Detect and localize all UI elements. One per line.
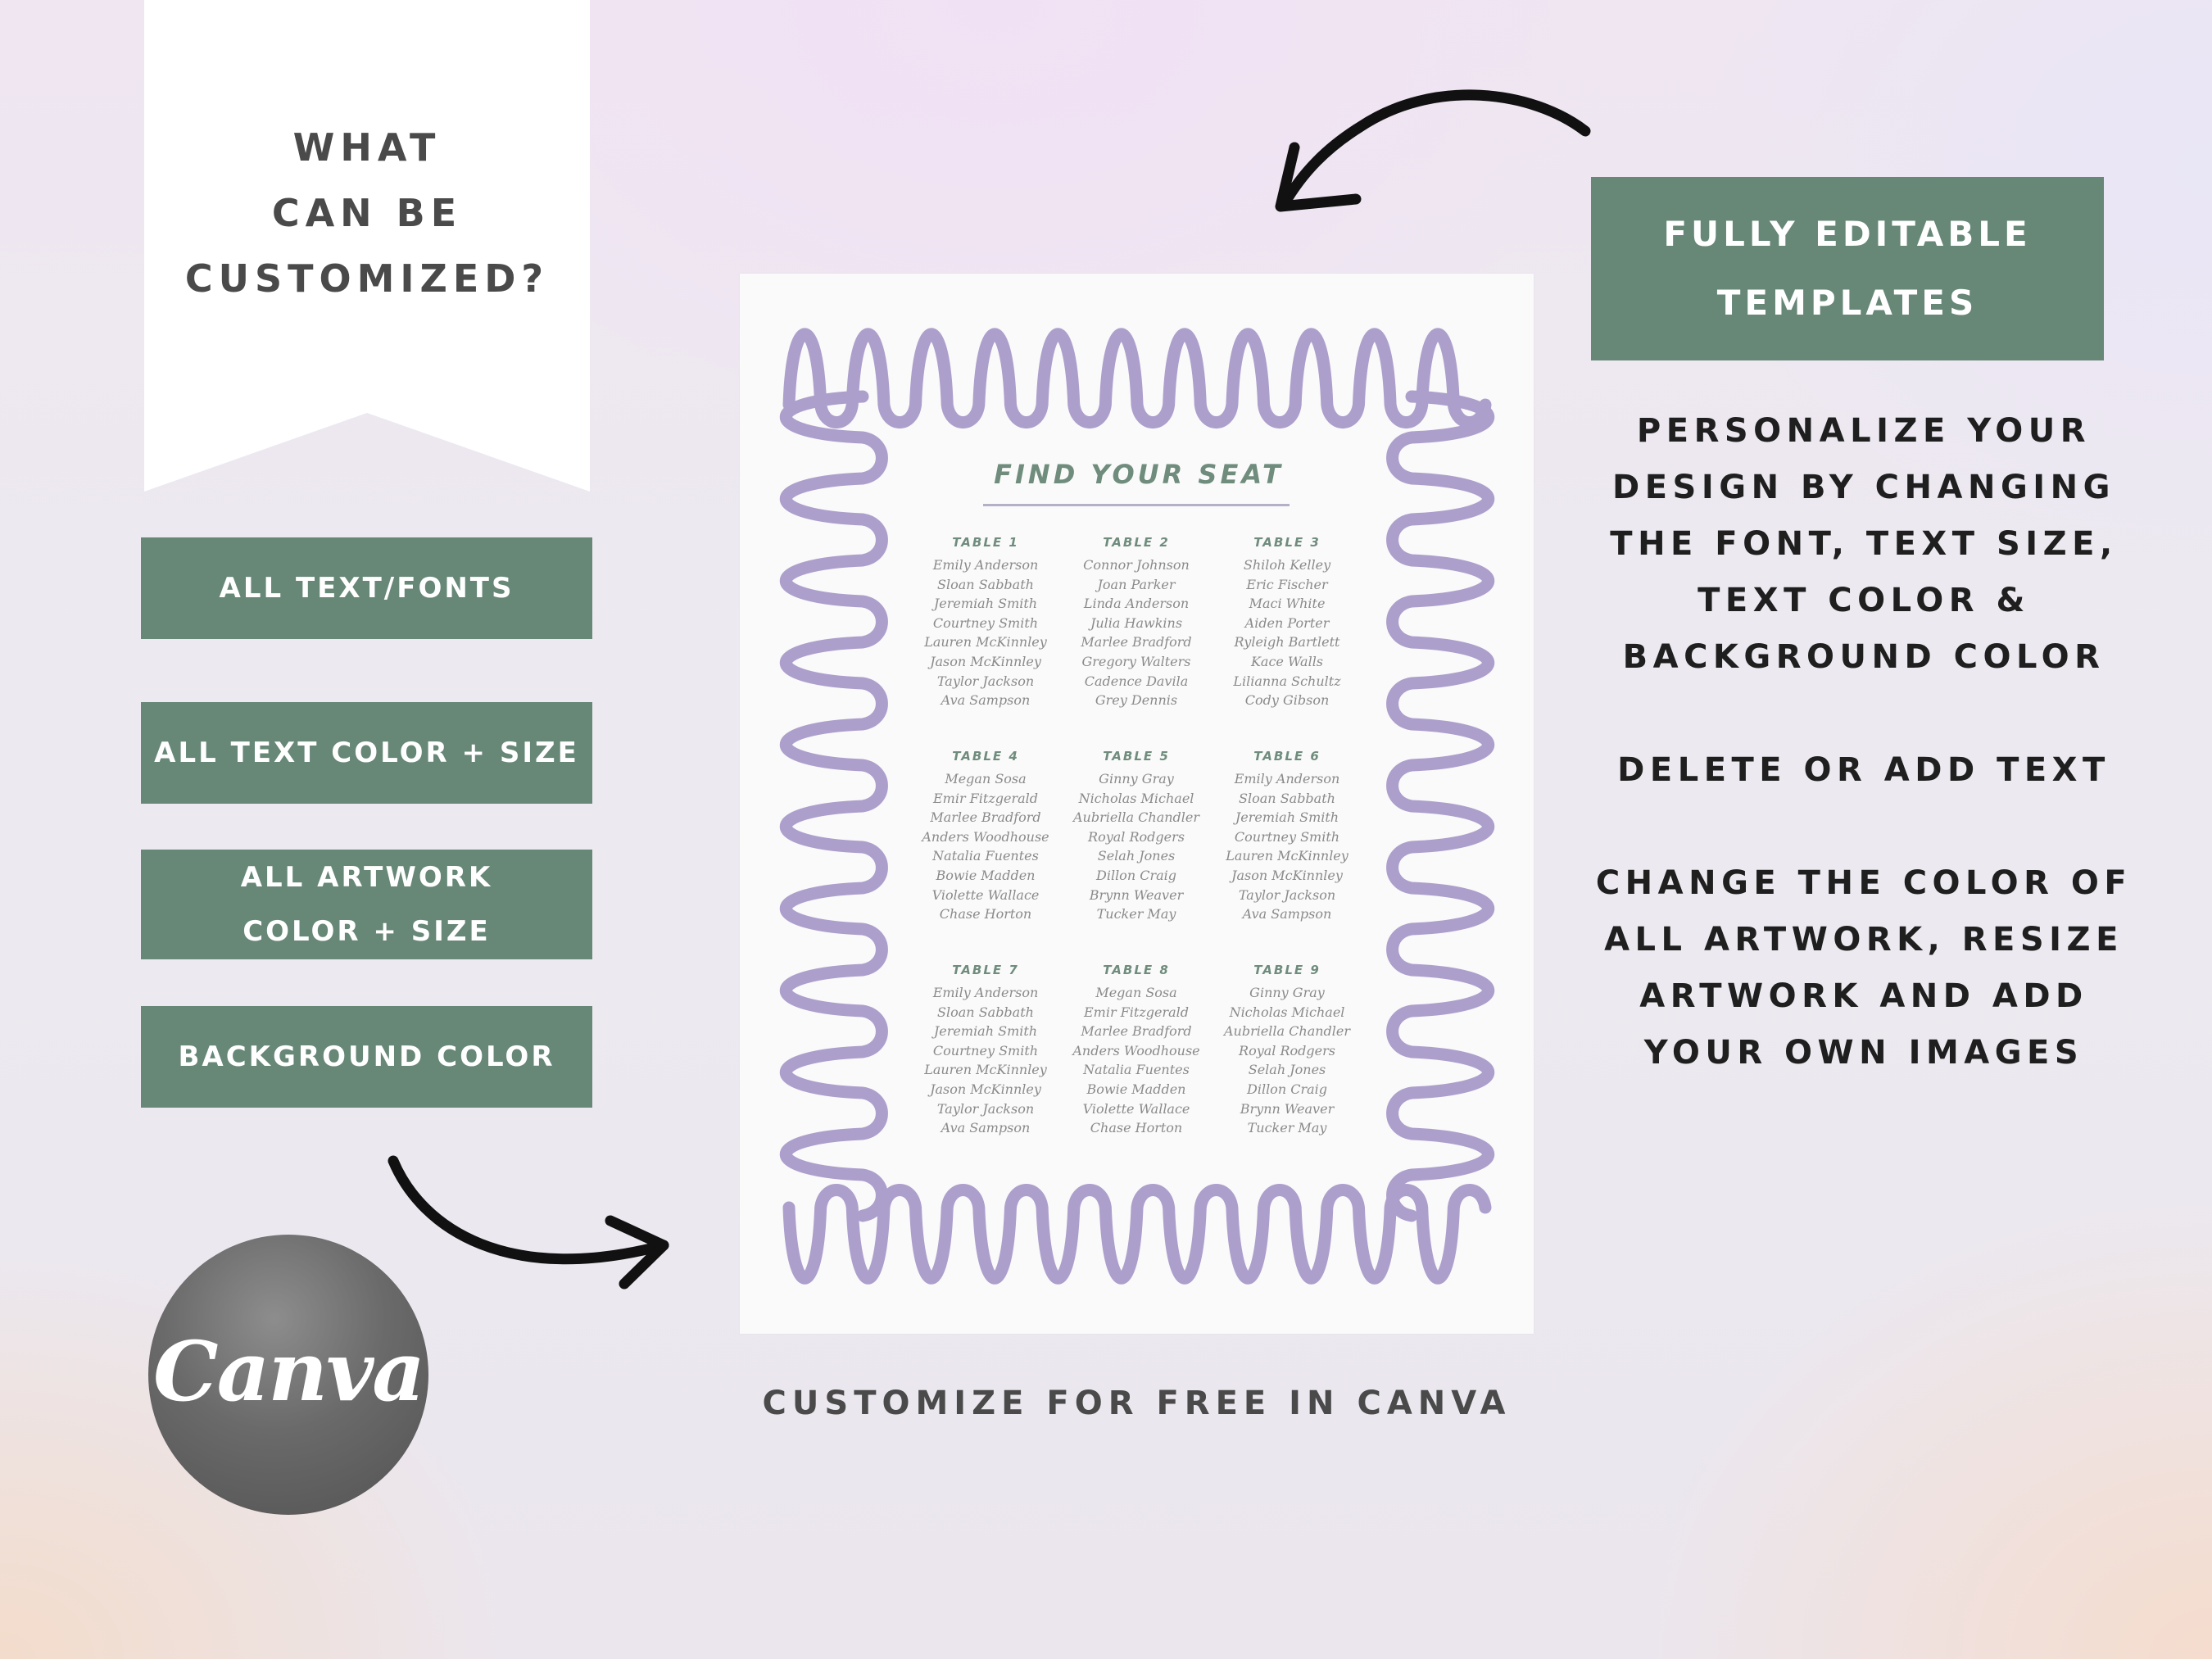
guest-name: Bowie Madden	[936, 867, 1036, 883]
paragraph-line: ALL ARTWORK, RESIZE	[1604, 921, 2124, 959]
guest-name: Courtney Smith	[932, 614, 1039, 631]
squiggle-right-edge	[1393, 397, 1489, 1216]
guest-name: Courtney Smith	[1234, 828, 1340, 845]
table-label: TABLE 9	[1253, 963, 1321, 977]
guest-name: Anders Woodhouse	[922, 828, 1049, 845]
guest-name: Julia Hawkins	[1090, 614, 1183, 631]
guest-name: Royal Rodgers	[1239, 1042, 1335, 1058]
paragraph-line: BACKGROUND COLOR	[1622, 638, 2105, 676]
guest-name: Chase Horton	[1090, 1120, 1183, 1136]
table-label: TABLE 8	[1103, 963, 1170, 977]
arrow-top-icon	[1284, 95, 1585, 205]
guest-name: Sloan Sabbath	[1239, 790, 1335, 806]
guest-name: Eric Fischer	[1246, 576, 1328, 592]
guest-name: Chase Horton	[939, 906, 1032, 922]
delete-add-paragraph	[1581, 742, 2146, 799]
guest-name: Violette Wallace	[1082, 1100, 1190, 1117]
table-label: TABLE 5	[1103, 749, 1170, 764]
guest-name: Lilianna Schultz	[1233, 673, 1341, 689]
squiggle-top-edge	[789, 334, 1485, 423]
paragraph-line: DESIGN BY CHANGING	[1612, 469, 2115, 506]
guest-name: Jeremiah Smith	[933, 596, 1038, 612]
canva-logo	[148, 1235, 428, 1515]
table-label: TABLE 2	[1103, 535, 1170, 550]
paragraph-line: THE FONT, TEXT SIZE,	[1610, 525, 2118, 563]
guest-name: Jeremiah Smith	[933, 1023, 1038, 1040]
guest-name: Kace Walls	[1250, 653, 1324, 669]
paragraph-line: ARTWORK AND ADD	[1639, 977, 2088, 1015]
guest-name: Sloan Sabbath	[937, 1004, 1034, 1020]
guest-name: Emir Fitzgerald	[1083, 1004, 1190, 1020]
feature-label: ALL TEXT/FONTS	[219, 572, 514, 605]
guest-name: Natalia Fuentes	[1083, 1062, 1190, 1078]
guest-name: Ginny Gray	[1249, 985, 1325, 1000]
paragraph-line: YOUR OWN IMAGES	[1643, 1034, 2084, 1072]
feature-label: BACKGROUND COLOR	[178, 1040, 555, 1073]
guest-name: Anders Woodhouse	[1072, 1042, 1200, 1058]
guest-name: Selah Jones	[1097, 848, 1176, 864]
guest-name: Maci White	[1249, 596, 1326, 612]
guest-name: Emily Anderson	[932, 557, 1039, 573]
guest-name: Violette Wallace	[931, 886, 1040, 903]
guest-name: Megan Sosa	[945, 771, 1027, 786]
guest-name: Jason McKinnley	[1231, 867, 1343, 883]
guest-name: Connor Johnson	[1083, 557, 1190, 573]
table-label: TABLE 6	[1253, 749, 1321, 764]
guest-name: Dillon Craig	[1247, 1081, 1327, 1097]
guest-name: Sloan Sabbath	[937, 576, 1034, 592]
guest-name: Courtney Smith	[932, 1042, 1039, 1058]
artwork-paragraph	[1581, 855, 2146, 1081]
guest-name: Lauren McKinnley	[924, 1062, 1047, 1078]
paragraph-line: TEXT COLOR &	[1698, 582, 2030, 619]
editable-badge	[1591, 177, 2104, 360]
guest-name: Cody Gibson	[1244, 692, 1330, 709]
guest-name: Linda Anderson	[1083, 596, 1190, 612]
canva-logo-text: Canva	[153, 1323, 424, 1420]
ribbon-line: CUSTOMIZED?	[184, 256, 550, 301]
guest-name: Emily Anderson	[1234, 771, 1340, 786]
guest-name: Dillon Craig	[1096, 867, 1176, 883]
table-block	[1197, 963, 1377, 1138]
guest-name: Brynn Weaver	[1089, 886, 1184, 903]
feature-label: ALL ARTWORK	[240, 861, 493, 894]
paragraph-line: DELETE OR ADD TEXT	[1617, 751, 2110, 789]
paragraph-line: PERSONALIZE YOUR	[1636, 412, 2092, 450]
guest-name: Ginny Gray	[1099, 771, 1174, 786]
table-label: TABLE 3	[1253, 535, 1321, 550]
paragraph-line: CHANGE THE COLOR OF	[1595, 864, 2133, 902]
guest-name: Tucker May	[1247, 1120, 1327, 1136]
guest-name: Grey Dennis	[1095, 692, 1178, 709]
guest-name: Nicholas Michael	[1078, 790, 1194, 806]
guest-name: Aubriella Chandler	[1072, 809, 1200, 826]
ribbon-line: WHAT	[292, 125, 442, 170]
feature-label: ALL TEXT COLOR + SIZE	[154, 737, 579, 769]
guest-name: Gregory Walters	[1081, 653, 1191, 669]
guest-name: Marlee Bradford	[1081, 1023, 1192, 1040]
table-label: TABLE 7	[952, 963, 1019, 977]
squiggle-left-edge	[786, 397, 882, 1216]
arrow-bottom-icon	[393, 1161, 664, 1259]
guest-name: Lauren McKinnley	[1226, 848, 1349, 864]
guest-name: Tucker May	[1096, 906, 1176, 922]
guest-name: Ava Sampson	[1242, 906, 1332, 922]
guest-name: Nicholas Michael	[1229, 1004, 1345, 1020]
guest-name: Cadence Davila	[1084, 673, 1189, 689]
guest-name: Shiloh Kelley	[1243, 557, 1331, 573]
squiggle-bottom-edge	[789, 1190, 1485, 1278]
guest-name: Ava Sampson	[941, 1120, 1031, 1136]
guest-name: Marlee Bradford	[1081, 634, 1192, 650]
guest-name: Ava Sampson	[941, 692, 1031, 709]
guest-name: Bowie Madden	[1086, 1081, 1186, 1097]
guest-name: Emir Fitzgerald	[932, 790, 1039, 806]
guest-name: Aubriella Chandler	[1223, 1023, 1351, 1040]
guest-name: Natalia Fuentes	[932, 848, 1039, 864]
table-block	[1197, 749, 1377, 924]
badge-line: FULLY EDITABLE	[1663, 214, 2032, 254]
ribbon-line: CAN BE	[271, 191, 463, 235]
guest-name: Royal Rodgers	[1088, 828, 1185, 845]
badge-line: TEMPLATES	[1716, 283, 1979, 323]
guest-name: Ryleigh Bartlett	[1234, 634, 1340, 650]
guest-name: Lauren McKinnley	[924, 634, 1047, 650]
guest-name: Jason McKinnley	[930, 1081, 1041, 1097]
guest-name: Marlee Bradford	[930, 809, 1041, 826]
table-label: TABLE 4	[952, 749, 1019, 764]
doc-title-rule	[983, 504, 1290, 506]
guest-name: Taylor Jackson	[936, 673, 1035, 689]
guest-name: Emily Anderson	[932, 985, 1039, 1000]
guest-name: Taylor Jackson	[1238, 886, 1336, 903]
personalize-paragraph	[1581, 403, 2146, 686]
guest-name: Brynn Weaver	[1240, 1100, 1335, 1117]
guest-name: Aiden Porter	[1244, 614, 1330, 631]
table-block	[1197, 535, 1377, 710]
guest-name: Jason McKinnley	[930, 653, 1041, 669]
feature-label: COLOR + SIZE	[243, 915, 491, 948]
doc-caption: CUSTOMIZE FOR FREE IN CANVA	[762, 1385, 1512, 1422]
guest-name: Jeremiah Smith	[1235, 809, 1339, 826]
guest-name: Taylor Jackson	[936, 1100, 1035, 1117]
table-label: TABLE 1	[952, 535, 1019, 550]
doc-title: FIND YOUR SEAT	[994, 459, 1284, 490]
guest-name: Selah Jones	[1248, 1062, 1326, 1078]
guest-name: Joan Parker	[1097, 576, 1176, 592]
guest-name: Megan Sosa	[1095, 985, 1177, 1000]
